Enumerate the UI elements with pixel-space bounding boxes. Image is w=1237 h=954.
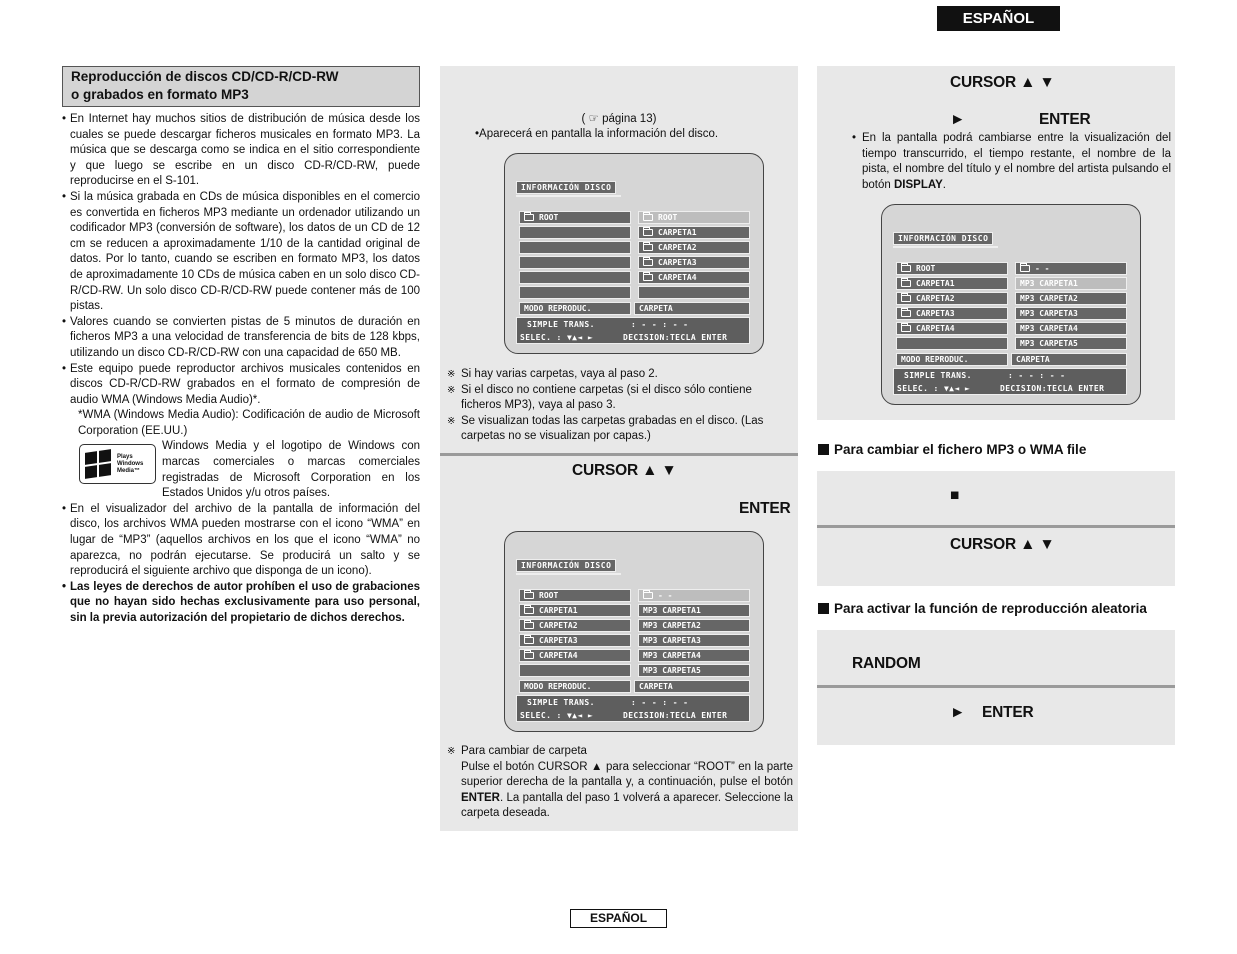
folder-icon bbox=[524, 214, 534, 221]
osd-mode-value: CARPETA bbox=[1011, 353, 1127, 366]
osd-file: MP3 CARPETA3 bbox=[1015, 307, 1127, 320]
osd-simple: SIMPLE TRANS. bbox=[527, 698, 595, 707]
bullet-values: • Valores cuando se convierten pistas de 5 minutos de duración en ficheros MP3 a una velocidad de transferencia de bits de 128 kbps, utilizando un disco CD-R/CD-RW con una capacidad de 650 MB. bbox=[62, 315, 420, 362]
osd-folder: CARPETA4 bbox=[638, 271, 750, 284]
osd-file: MP3 CARPETA5 bbox=[1015, 337, 1127, 350]
folder-icon bbox=[901, 295, 911, 302]
cursor-up-down-label-2: CURSOR ▲ ▼ bbox=[950, 536, 1055, 553]
play-icon: ► bbox=[950, 111, 966, 128]
osd-folder: CARPETA1 bbox=[896, 277, 1008, 290]
note-no-folders: ※ Si el disco no contiene carpetas (si el disco sólo contiene ficheros MP3), vaya al paso 3. bbox=[447, 383, 793, 414]
folder-icon bbox=[524, 637, 534, 644]
enter-label: ENTER bbox=[739, 500, 791, 517]
middle-separator bbox=[440, 453, 798, 456]
folder-icon bbox=[643, 244, 653, 251]
windows-flag-icon bbox=[85, 450, 111, 480]
note-multiple-folders: ※ Si hay varias carpetas, vaya al paso 2. bbox=[447, 367, 793, 383]
osd-file: MP3 CARPETA1 bbox=[638, 604, 750, 617]
bullet-copyright: • Las leyes de derechos de autor prohíben el uso de grabaciones que no hayan sido hechas exclusivamente para uso personal, sin la previa autorización del propietario de dichos derechos. bbox=[62, 580, 420, 627]
folder-icon bbox=[524, 652, 534, 659]
osd-folder: CARPETA2 bbox=[638, 241, 750, 254]
bullet-compression: • Si la música grabada en CDs de música disponibles en el comercio es convertida en ficheros MP3 mediante un ordenador utilizando un codificador MP3 (conversión de software), los datos de un CD de 12 cm se reducen a aproximadamente 1/10 de la cantidad original de datos. Por lo tanto, cuando se escriben en formato MP3, los datos de aproximadamente 10 CDs de música caben en un solo disco CD-R/CD-RW. Un solo disco CD-R/CD-RW puede contener más de 100 pistas. bbox=[62, 190, 420, 315]
osd-file: MP3 CARPETA1 bbox=[1015, 277, 1127, 290]
folder-icon bbox=[643, 274, 653, 281]
osd-simple: SIMPLE TRANS. bbox=[904, 371, 972, 380]
left-body bbox=[62, 112, 420, 627]
windows-media-logo bbox=[79, 444, 156, 484]
right-separator-2 bbox=[817, 685, 1175, 688]
osd-file: MP3 CARPETA3 bbox=[638, 634, 750, 647]
enter-label-right: ENTER bbox=[1039, 111, 1091, 128]
osd-folder: CARPETA3 bbox=[896, 307, 1008, 320]
play-icon-2: ► bbox=[950, 704, 966, 721]
osd-screen-3 bbox=[881, 204, 1141, 405]
wm-logo-line3: Media™ bbox=[117, 467, 141, 474]
language-tab: ESPAÑOL bbox=[937, 6, 1060, 31]
osd-folder: CARPETA4 bbox=[896, 322, 1008, 335]
bullet-wma-icon: • En el visualizador del archivo de la pantalla de información del disco, los archivos WMA pueden mostrarse con el icono “WMA” en lugar de “MP3” (aquellos archivos en los que el icono “WMA” no aparezca, no podrán ejecutarse. Se producirá un salto y se reproducirá el siguiente archivo que disponga de un icono). bbox=[62, 502, 420, 580]
folder-icon bbox=[524, 622, 534, 629]
folder-icon bbox=[643, 214, 653, 221]
osd-folder: CARPETA4 bbox=[519, 649, 631, 662]
folder-icon bbox=[524, 592, 534, 599]
osd-simple: SIMPLE TRANS. bbox=[527, 320, 595, 329]
folder-icon bbox=[901, 310, 911, 317]
wm-logo-line1: Plays bbox=[117, 453, 133, 460]
windows-media-row bbox=[62, 439, 420, 501]
osd-right-up: - - bbox=[1015, 262, 1127, 275]
osd-mode-value: CARPETA bbox=[634, 680, 750, 693]
osd-left-empty bbox=[896, 337, 1008, 350]
section-heading bbox=[62, 66, 420, 107]
osd-left-empty bbox=[519, 241, 631, 254]
osd-file: MP3 CARPETA5 bbox=[638, 664, 750, 677]
folder-icon bbox=[901, 265, 911, 272]
osd-left-root: ROOT bbox=[896, 262, 1008, 275]
wma-note: *WMA (Windows Media Audio): Codificación de audio de Microsoft Corporation (EE.UU.) bbox=[78, 409, 420, 437]
osd-left-root: ROOT bbox=[519, 589, 631, 602]
osd-file: MP3 CARPETA2 bbox=[1015, 292, 1127, 305]
osd-folder: CARPETA2 bbox=[519, 619, 631, 632]
osd-mode-label: MODO REPRODUC. bbox=[896, 353, 1008, 366]
middle-notes bbox=[447, 367, 793, 445]
osd-left-empty bbox=[519, 226, 631, 239]
change-folder-note bbox=[447, 744, 793, 822]
osd-left-empty bbox=[519, 271, 631, 284]
osd-left-empty bbox=[519, 286, 631, 299]
osd-title: INFORMACIÓN DISCO bbox=[516, 559, 616, 572]
osd-left-root: ROOT bbox=[519, 211, 631, 224]
bullet-internet: • En Internet hay muchos sitios de distribución de música desde los cuales se puede descargar ficheros musicales en formato MP3. La música que se descarga como se indica en el sitio correspondiente y que luego se escribe en un disco CD-R/CD-RW, puede reproducirse en el S-101. bbox=[62, 112, 420, 190]
osd-right-root: ROOT bbox=[638, 211, 750, 224]
osd-screen-2 bbox=[504, 531, 764, 732]
cursor-up-down-label-right: CURSOR ▲ ▼ bbox=[950, 74, 1055, 91]
osd-right-up: - - bbox=[638, 589, 750, 602]
folder-icon bbox=[643, 259, 653, 266]
folder-icon bbox=[643, 229, 653, 236]
osd-file: MP3 CARPETA4 bbox=[1015, 322, 1127, 335]
osd-decision: DECISION:TECLA ENTER bbox=[1000, 384, 1105, 393]
right-panel-change bbox=[817, 471, 1175, 586]
osd-folder: CARPETA3 bbox=[519, 634, 631, 647]
osd-file: MP3 CARPETA4 bbox=[638, 649, 750, 662]
osd-screen-1 bbox=[504, 153, 764, 354]
osd-select: SELEC. : ▼▲◄ ► bbox=[897, 384, 971, 393]
display-note: • En la pantalla podrá cambiarse entre la visualización del tiempo transcurrido, el tiempo restante, el nombre de la pista, el nombre del título y el nombre del artista pulsando el botón DISPLAY. bbox=[852, 132, 1171, 191]
stop-icon: ■ bbox=[950, 487, 960, 504]
osd-right-empty bbox=[638, 286, 750, 299]
folder-icon bbox=[1020, 265, 1030, 272]
folder-icon bbox=[901, 280, 911, 287]
appear-text: •Aparecerá en pantalla la información del disco. bbox=[475, 128, 719, 140]
square-bullet-icon bbox=[818, 444, 829, 455]
folder-icon bbox=[901, 325, 911, 332]
footer-language-label: ESPAÑOL bbox=[570, 909, 667, 928]
osd-left-empty bbox=[519, 256, 631, 269]
osd-time: : - - : - - bbox=[631, 698, 689, 707]
osd-time: : - - : - - bbox=[1008, 371, 1066, 380]
windows-media-logo-text bbox=[117, 454, 143, 475]
change-folder-title: ※ Para cambiar de carpeta bbox=[447, 744, 793, 760]
bullet-wma: • Este equipo puede reproductor archivos musicales contenidos en discos CD-R/CD-RW grabados en el formato de compresión de audio WMA (Windows Media Audio)*. bbox=[62, 362, 420, 409]
osd-folder: CARPETA1 bbox=[519, 604, 631, 617]
folder-icon bbox=[643, 592, 653, 599]
osd-decision: DECISION:TECLA ENTER bbox=[623, 711, 728, 720]
enter-label-random: ENTER bbox=[982, 704, 1034, 721]
section-heading-line2: o grabados en formato MP3 bbox=[71, 87, 249, 102]
change-folder-body: Pulse el botón CURSOR ▲ para seleccionar “ROOT” en la parte superior derecha de la pantalla y, a continuación, pulse el botón ENTER. La pantalla del paso 1 volverá a aparecer. Seleccione la carpeta deseada. bbox=[461, 760, 793, 820]
page-reference: ( ☞ página 13) bbox=[581, 113, 657, 125]
subheading-random: Para activar la función de reproducción aleatoria bbox=[818, 601, 1147, 616]
random-label: RANDOM bbox=[852, 655, 921, 672]
osd-mode-label: MODO REPRODUC. bbox=[519, 302, 631, 315]
folder-icon bbox=[524, 607, 534, 614]
square-bullet-icon bbox=[818, 603, 829, 614]
osd-time: : - - : - - bbox=[631, 320, 689, 329]
section-heading-line1: Reproducción de discos CD/CD-R/CD-RW bbox=[71, 69, 339, 84]
windows-media-trademark: Windows Media y el logotipo de Windows con marcas comerciales o marcas comerciales registradas de Microsoft Corporation en los Estados Unidos y/u otros países. bbox=[162, 440, 420, 500]
osd-folder: CARPETA1 bbox=[638, 226, 750, 239]
right-separator-1 bbox=[817, 525, 1175, 528]
osd-folder: CARPETA3 bbox=[638, 256, 750, 269]
osd-decision: DECISION:TECLA ENTER bbox=[623, 333, 728, 342]
osd-file: MP3 CARPETA2 bbox=[638, 619, 750, 632]
osd-title: INFORMACIÓN DISCO bbox=[516, 181, 616, 194]
osd-folder: CARPETA2 bbox=[896, 292, 1008, 305]
subheading-change-file: Para cambiar el fichero MP3 o WMA file bbox=[818, 442, 1086, 457]
osd-mode-label: MODO REPRODUC. bbox=[519, 680, 631, 693]
wm-logo-line2: Windows bbox=[117, 460, 144, 467]
osd-select: SELEC. : ▼▲◄ ► bbox=[520, 333, 594, 342]
note-all-folders: ※ Se visualizan todas las carpetas grabadas en el disco. (Las carpetas no se visualizan por capas.) bbox=[447, 414, 793, 445]
osd-title: INFORMACIÓN DISCO bbox=[893, 232, 993, 245]
cursor-up-down-label: CURSOR ▲ ▼ bbox=[572, 462, 677, 479]
osd-select: SELEC. : ▼▲◄ ► bbox=[520, 711, 594, 720]
osd-mode-value: CARPETA bbox=[634, 302, 750, 315]
osd-left-empty bbox=[519, 664, 631, 677]
